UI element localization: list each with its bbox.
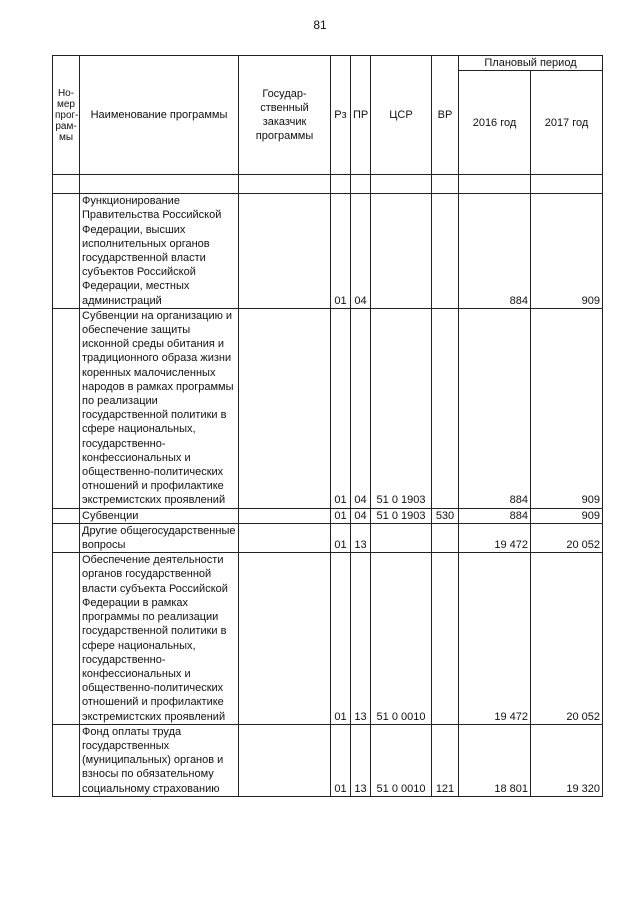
cell-rz: 01 — [331, 553, 351, 724]
cell-rz: 01 — [331, 523, 351, 552]
cell-program-number — [53, 724, 80, 796]
header-row-top — [53, 56, 603, 71]
table-row — [53, 553, 603, 724]
cell-program-name: Другие общегосударственные вопросы — [80, 523, 239, 552]
cell-vr — [432, 308, 459, 508]
cell-csr — [371, 523, 432, 552]
cell-2017: 909 — [531, 508, 603, 523]
cell-csr: 51 0 0010 — [371, 553, 432, 724]
cell-vr — [432, 553, 459, 724]
header-year-2016: 2016 год — [459, 71, 531, 175]
cell-csr: 51 0 1903 — [371, 508, 432, 523]
cell-customer — [239, 553, 331, 724]
cell-customer — [239, 194, 331, 309]
cell-program-name: Фонд оплаты труда государственных (муниципальных) органов и взносы по обязательному социальному страхованию — [80, 724, 239, 796]
header-csr: ЦСР — [371, 56, 432, 175]
cell-program-number — [53, 194, 80, 309]
cell-customer — [239, 523, 331, 552]
cell-2016: 18 801 — [459, 724, 531, 796]
header-planned-period: Плановый период — [459, 56, 603, 71]
header-program-number: Но-мер прог-рам-мы — [53, 56, 80, 175]
cell-vr: 121 — [432, 724, 459, 796]
cell-program-name: Субвенции — [80, 508, 239, 523]
cell-csr: 51 0 0010 — [371, 724, 432, 796]
table-body — [53, 175, 603, 797]
table-row — [53, 508, 603, 523]
cell-vr — [432, 523, 459, 552]
spacer-row — [53, 175, 603, 194]
cell-pr: 13 — [351, 724, 371, 796]
cell-pr: 04 — [351, 508, 371, 523]
cell-csr: 51 0 1903 — [371, 308, 432, 508]
table-row — [53, 523, 603, 552]
cell-2017: 20 052 — [531, 523, 603, 552]
page-number: 81 — [313, 18, 327, 32]
cell-customer — [239, 508, 331, 523]
header-year-2017: 2017 год — [531, 71, 603, 175]
cell-2017: 20 052 — [531, 553, 603, 724]
cell-pr: 13 — [351, 523, 371, 552]
header-vr: ВР — [432, 56, 459, 175]
cell-customer — [239, 724, 331, 796]
cell-program-number — [53, 553, 80, 724]
cell-2017: 909 — [531, 194, 603, 309]
cell-2016: 19 472 — [459, 523, 531, 552]
cell-2016: 884 — [459, 194, 531, 309]
cell-2017: 909 — [531, 308, 603, 508]
table-row — [53, 308, 603, 508]
cell-program-name: Обеспечение деятельности органов государственной власти субъекта Российской Федерации в рамках программы по реализации государственной политики в сфере национальных, государственно-конфессиональных и общественно-политических отношений и профилактике экстремистских проявлений — [80, 553, 239, 724]
cell-program-number — [53, 508, 80, 523]
cell-pr: 13 — [351, 553, 371, 724]
header-customer: Государ-ственный заказчик программы — [239, 56, 331, 175]
cell-2017: 19 320 — [531, 724, 603, 796]
header-pr: ПР — [351, 56, 371, 175]
cell-customer — [239, 308, 331, 508]
cell-2016: 19 472 — [459, 553, 531, 724]
cell-program-number — [53, 308, 80, 508]
cell-rz: 01 — [331, 194, 351, 309]
cell-pr: 04 — [351, 308, 371, 508]
table-row — [53, 724, 603, 796]
header-program-name: Наименование программы — [80, 56, 239, 175]
budget-table — [52, 55, 603, 797]
cell-rz: 01 — [331, 308, 351, 508]
cell-rz: 01 — [331, 508, 351, 523]
cell-rz: 01 — [331, 724, 351, 796]
cell-2016: 884 — [459, 508, 531, 523]
cell-program-name: Субвенции на организацию и обеспечение защиты исконной среды обитания и традиционного образа жизни коренных малочисленных народов в рамках программы по реализации государственной политики в сфере национальных, государственно-конфессиональных и общественно-политических отношений и профилактике экстремистских проявлений — [80, 308, 239, 508]
cell-program-number — [53, 523, 80, 552]
cell-vr — [432, 194, 459, 309]
header-rz: Рз — [331, 56, 351, 175]
table-row — [53, 194, 603, 309]
cell-csr — [371, 194, 432, 309]
cell-vr: 530 — [432, 508, 459, 523]
cell-program-name: Функционирование Правительства Российской Федерации, высших исполнительных органов государственной власти субъектов Российской Федерации, местных администраций — [80, 194, 239, 309]
cell-pr: 04 — [351, 194, 371, 309]
cell-2016: 884 — [459, 308, 531, 508]
